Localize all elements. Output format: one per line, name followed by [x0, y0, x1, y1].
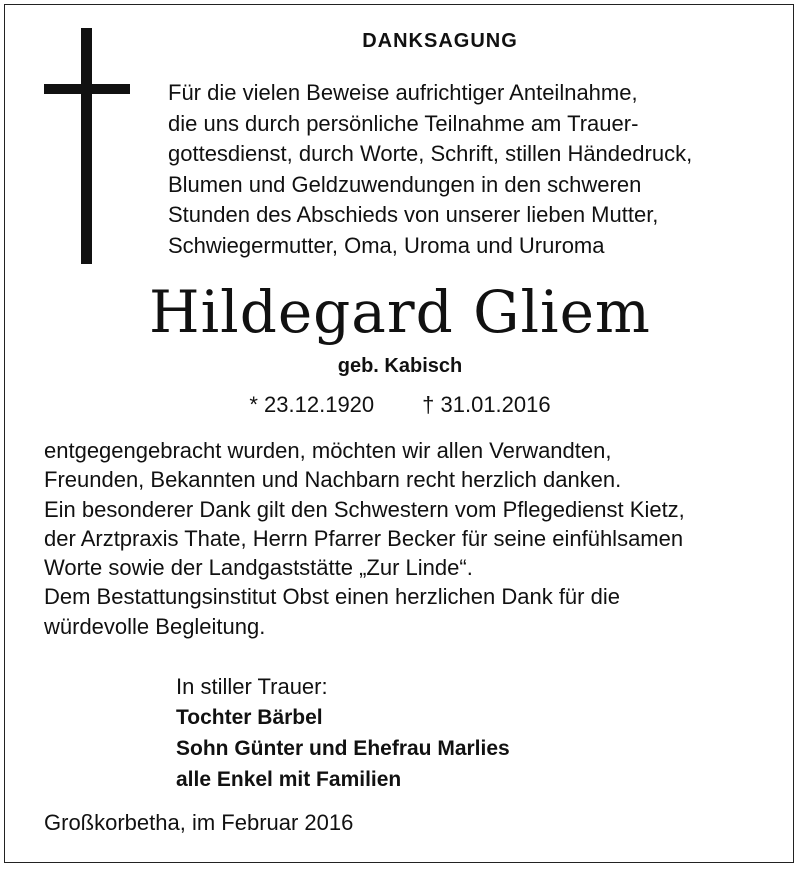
thanks-line: würdevolle Begleitung. [44, 613, 266, 639]
birth-date: * 23.12.1920 [249, 392, 375, 417]
intro-line: Stunden des Abschieds von unserer lieben Mutter, [168, 202, 659, 227]
thanks-line: Ein besonderer Dank gilt den Schwestern vom Pflegedienst Kietz, [44, 496, 685, 522]
notice-heading: DANKSAGUNG [362, 30, 518, 52]
thanks-text [44, 436, 784, 641]
mourner-name: alle Enkel mit Familien [176, 768, 402, 791]
thanks-line: der Arztpraxis Thate, Herrn Pfarrer Becker für seine einfühlsamen [44, 525, 684, 551]
thanks-line: entgegengebracht wurden, möchten wir allen Verwandten, [44, 438, 612, 463]
cross-horizontal-bar [44, 84, 130, 94]
intro-line: Schwiegermutter, Oma, Uroma und Ururoma [168, 232, 605, 258]
intro-text [168, 78, 788, 261]
deceased-name: Hildegard Gliem [149, 278, 651, 346]
intro-line: Für die vielen Beweise aufrichtiger Anteilnahme, [168, 80, 638, 105]
intro-line: Blumen und Geldzuwendungen in den schweren [168, 171, 642, 197]
mourner-name: Tochter Bärbel [176, 706, 323, 729]
thanks-line: Worte sowie der Landgaststätte „Zur Linde“. [44, 555, 473, 581]
mourners-block [176, 672, 676, 795]
mourner-name: Sohn Günter und Ehefrau Marlies [176, 737, 510, 760]
intro-line: die uns durch persönliche Teilnahme am Trauer- [168, 110, 639, 136]
thanks-line: Dem Bestattungsinstitut Obst einen herzlichen Dank für die [44, 584, 620, 610]
mourners-label: In stiller Trauer: [176, 674, 328, 699]
life-dates [0, 392, 800, 418]
intro-line: gottesdienst, durch Worte, Schrift, stillen Händedruck, [168, 141, 693, 166]
cross-vertical-bar [81, 28, 92, 264]
maiden-name: geb. Kabisch [337, 355, 463, 377]
thanks-line: Freunden, Bekannten und Nachbarn recht herzlich danken. [44, 467, 622, 493]
death-date: † 31.01.2016 [422, 392, 551, 417]
place-date: Großkorbetha, im Februar 2016 [44, 810, 354, 835]
